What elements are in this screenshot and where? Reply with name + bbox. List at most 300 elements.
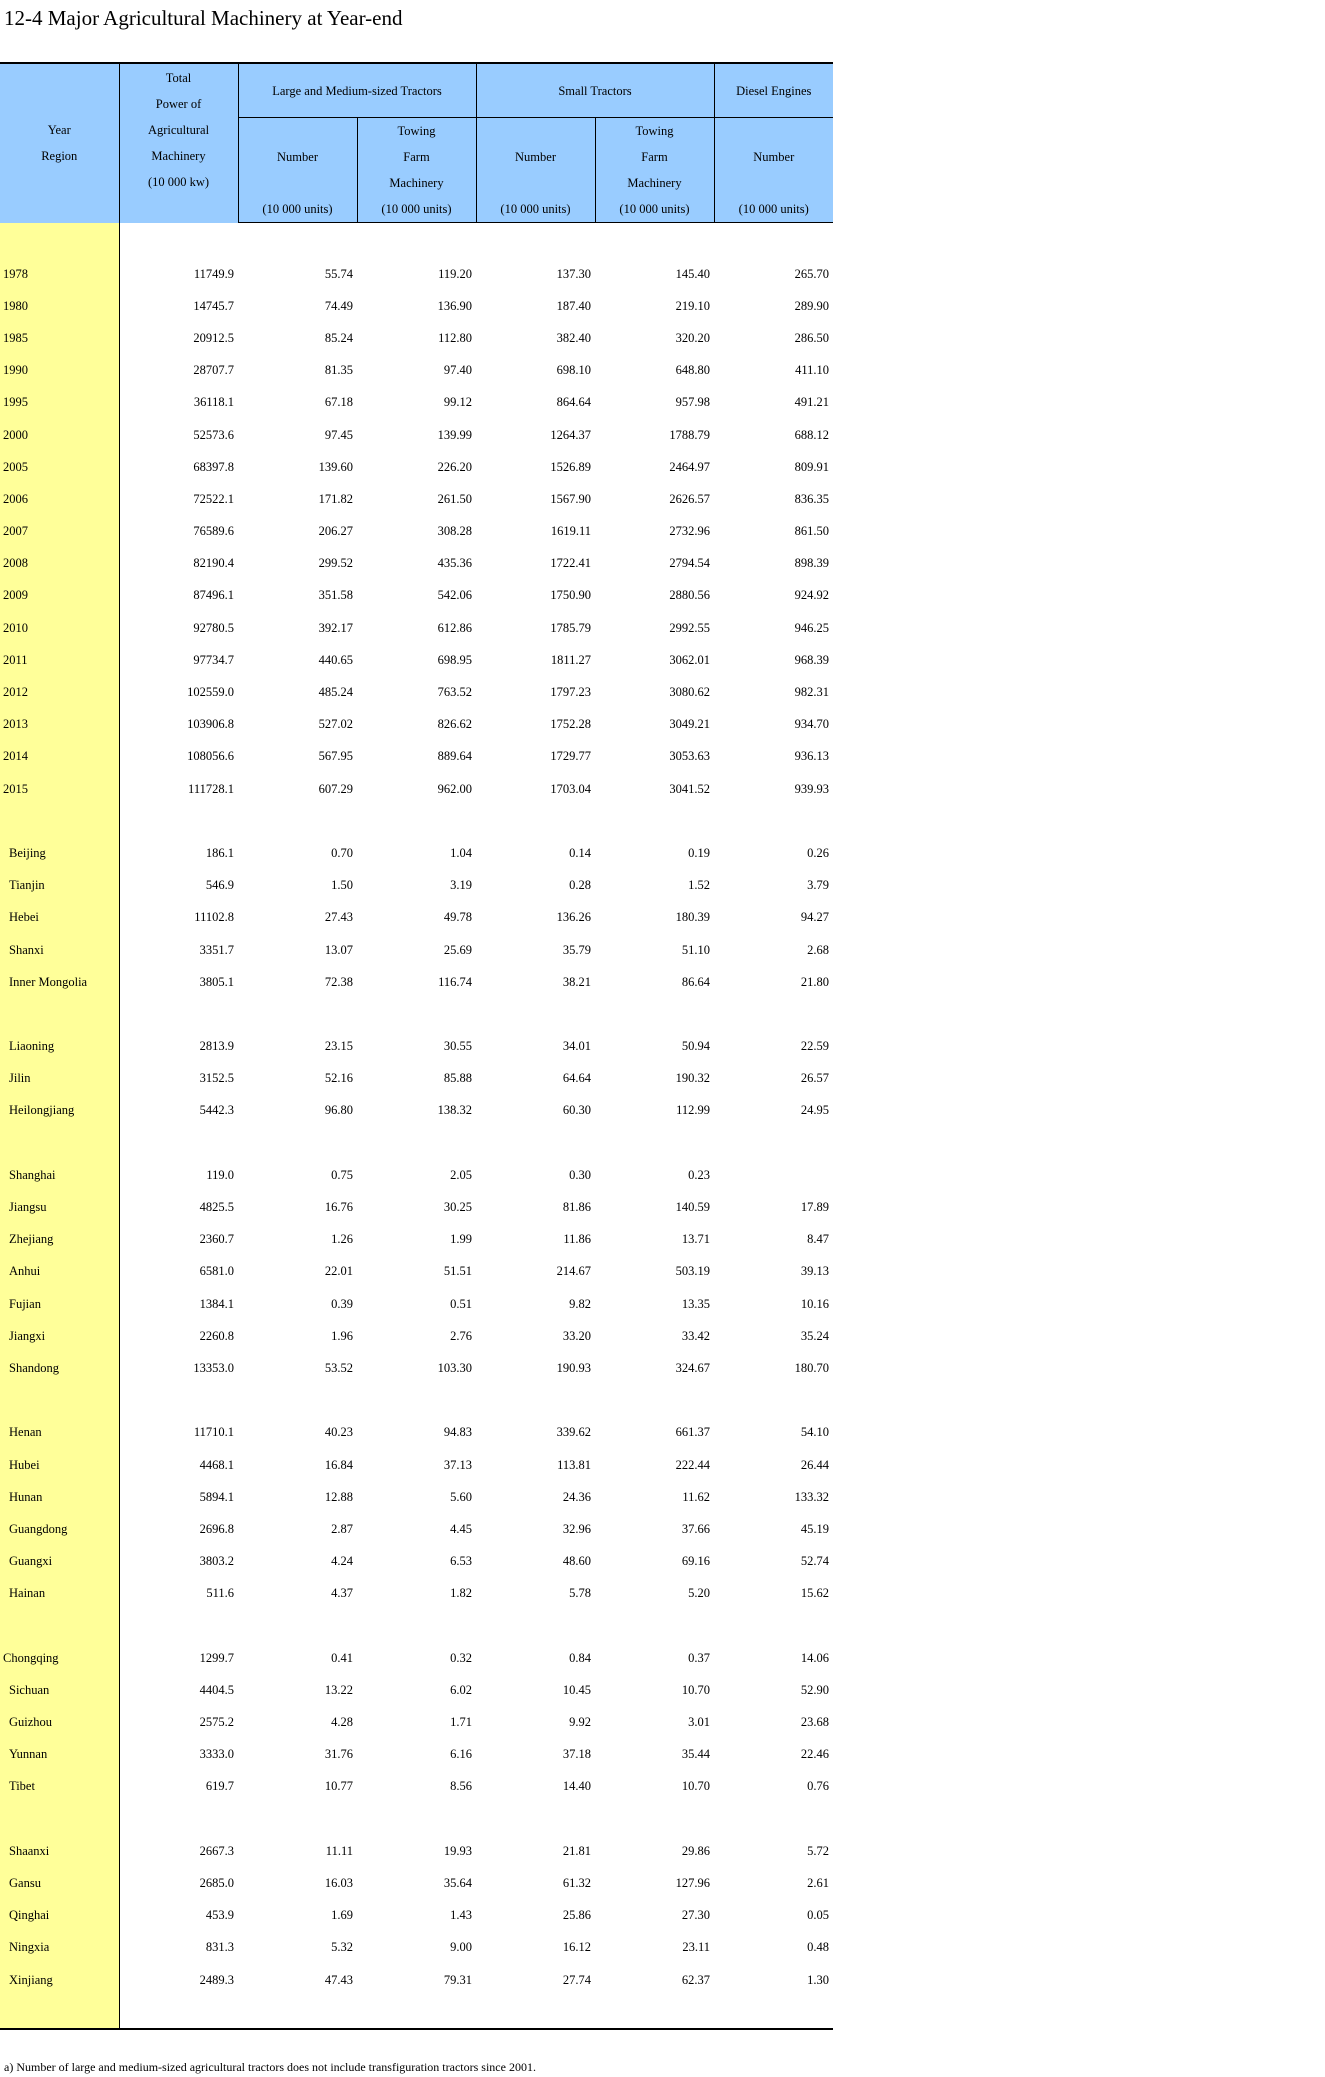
region-row [0,1481,833,1513]
value-cell: 1.82 [450,1586,472,1601]
value-cell: 119.20 [438,266,472,281]
value-cell: 2880.56 [669,588,710,603]
value-cell: 527.02 [318,717,353,732]
value-cell: 2.61 [807,1875,829,1890]
value-cell: 11.11 [325,1843,353,1858]
value-cell: 898.39 [794,556,829,571]
value-cell: 13353.0 [193,1360,234,1375]
value-cell: 81.35 [324,363,353,378]
value-cell: 6.16 [450,1747,472,1762]
value-cell: 53.52 [324,1360,353,1375]
value-cell: 45.19 [800,1521,829,1536]
year-label: 1990 [0,355,119,387]
value-cell: 567.95 [318,749,353,764]
region-row [0,1578,833,1610]
value-cell: 0.41 [331,1650,353,1665]
value-cell: 4.45 [450,1521,472,1536]
page-title: 12-4 Major Agricultural Machinery at Year-end [4,6,403,30]
region-row [0,1964,833,1996]
region-row [0,1932,833,1964]
value-cell: 1722.41 [550,556,591,571]
value-cell: 8.47 [807,1232,829,1247]
region-row [0,1031,833,1063]
year-row [0,709,833,741]
value-cell: 40.23 [324,1425,353,1440]
value-cell: 52.90 [800,1682,829,1697]
value-cell: 809.91 [794,459,829,474]
value-cell: 324.67 [675,1360,710,1375]
value-cell: 27.43 [324,910,353,925]
value-cell: 31.76 [324,1747,353,1762]
value-cell: 0.19 [688,845,710,860]
region-label: Fujian [0,1288,119,1320]
value-cell: 27.74 [562,1972,591,1987]
region-row [0,1771,833,1803]
value-cell: 72522.1 [193,491,234,506]
region-label: Sichuan [0,1674,119,1706]
value-cell: 85.88 [443,1071,472,1086]
value-cell: 3.79 [807,878,829,893]
region-label: Heilongjiang [0,1095,119,1127]
value-cell: 76589.6 [193,524,234,539]
value-cell: 1299.7 [199,1650,234,1665]
value-cell: 16.03 [324,1875,353,1890]
value-cell: 0.84 [569,1650,591,1665]
value-cell: 8.56 [450,1779,472,1794]
region-label: Shanxi [0,934,119,966]
value-cell: 0.23 [688,1167,710,1182]
region-label: Shandong [0,1352,119,1384]
value-cell: 32.96 [562,1521,591,1536]
spacer-row [0,223,833,259]
value-cell: 936.13 [794,749,829,764]
value-cell: 54.10 [800,1425,829,1440]
value-cell: 51.51 [443,1264,472,1279]
large-tractors-group-header: Large and Medium-sized Tractors [238,63,476,118]
value-cell: 962.00 [437,781,472,796]
value-cell: 1.99 [450,1232,472,1247]
year-label: 1995 [0,387,119,419]
value-cell: 1619.11 [550,524,591,539]
spacer-row [0,805,833,837]
value-cell: 503.19 [675,1264,710,1279]
value-cell: 6581.0 [199,1264,234,1279]
value-cell: 2685.0 [199,1875,234,1890]
value-cell: 26.57 [800,1071,829,1086]
value-cell: 5.20 [688,1586,710,1601]
value-cell: 171.82 [318,491,353,506]
value-cell: 19.93 [443,1843,472,1858]
value-cell: 222.44 [675,1457,710,1472]
value-cell: 127.96 [675,1875,710,1890]
value-cell: 113.81 [557,1457,591,1472]
year-row [0,355,833,387]
region-label: Henan [0,1417,119,1449]
value-cell: 55.74 [324,266,353,281]
region-label: Xinjiang [0,1964,119,1996]
value-cell: 382.40 [556,330,591,345]
value-cell: 3.19 [450,878,472,893]
value-cell: 47.43 [324,1972,353,1987]
value-cell: 14745.7 [193,298,234,313]
region-label: Guizhou [0,1706,119,1738]
value-cell: 1.96 [331,1328,353,1343]
region-row [0,1449,833,1481]
value-cell: 138.32 [437,1103,472,1118]
value-cell: 4.28 [331,1715,353,1730]
value-cell: 79.31 [443,1972,472,1987]
year-label: 2010 [0,612,119,644]
region-row [0,1288,833,1320]
value-cell: 6.53 [450,1554,472,1569]
diesel-engines-group-header: Diesel Engines [714,63,833,118]
value-cell: 37.66 [681,1521,710,1536]
value-cell: 2794.54 [669,556,710,571]
value-cell: 968.39 [794,652,829,667]
value-cell: 23.68 [800,1715,829,1730]
value-cell: 1.04 [450,845,472,860]
region-row [0,1256,833,1288]
value-cell: 5442.3 [199,1103,234,1118]
value-cell: 698.95 [437,652,472,667]
table-body [0,223,833,2030]
value-cell: 9.00 [450,1940,472,1955]
value-cell: 1.52 [688,878,710,893]
year-row [0,644,833,676]
value-cell: 10.45 [562,1682,591,1697]
value-cell: 1.50 [331,878,353,893]
value-cell: 61.32 [562,1875,591,1890]
value-cell: 97.40 [443,363,472,378]
region-label: Shanghai [0,1159,119,1191]
value-cell: 136.90 [437,298,472,313]
value-cell: 619.7 [205,1779,234,1794]
small-tractors-towing-header: Towing Farm Machinery (10 000 units) [595,118,714,223]
value-cell: 0.26 [807,845,829,860]
value-cell: 0.39 [331,1296,353,1311]
value-cell: 4.37 [331,1586,353,1601]
value-cell: 103.30 [437,1360,472,1375]
value-cell: 25.86 [562,1908,591,1923]
diesel-engines-number-header: Number (10 000 units) [714,118,833,223]
value-cell: 52.74 [800,1554,829,1569]
region-row [0,1095,833,1127]
year-region-header: Year Region [0,63,119,223]
year-row [0,548,833,580]
value-cell: 64.64 [562,1071,591,1086]
value-cell: 1526.89 [550,459,591,474]
value-cell: 1797.23 [550,685,591,700]
value-cell: 2.76 [450,1328,472,1343]
value-cell: 140.59 [675,1200,710,1215]
value-cell: 87496.1 [193,588,234,603]
value-cell: 3351.7 [199,942,234,957]
value-cell: 85.24 [324,330,353,345]
value-cell: 5.32 [331,1940,353,1955]
value-cell: 491.21 [794,395,829,410]
region-row [0,1642,833,1674]
region-label: Anhui [0,1256,119,1288]
region-row [0,934,833,966]
value-cell: 2.68 [807,942,829,957]
value-cell: 3062.01 [669,652,710,667]
value-cell: 2667.3 [199,1843,234,1858]
value-cell: 299.52 [318,556,353,571]
value-cell: 2.05 [450,1167,472,1182]
value-cell: 10.70 [681,1682,710,1697]
value-cell: 11.62 [682,1489,710,1504]
spacer-row [0,1385,833,1417]
value-cell: 21.80 [800,974,829,989]
year-label: 2007 [0,516,119,548]
region-label: Ningxia [0,1932,119,1964]
value-cell: 2489.3 [199,1972,234,1987]
value-cell: 133.32 [794,1489,829,1504]
value-cell: 37.18 [562,1747,591,1762]
value-cell: 435.36 [437,556,472,571]
value-cell: 889.64 [437,749,472,764]
value-cell: 831.3 [205,1940,234,1955]
value-cell: 4468.1 [199,1457,234,1472]
year-row [0,580,833,612]
value-cell: 0.28 [569,878,591,893]
value-cell: 0.76 [807,1779,829,1794]
value-cell: 68397.8 [193,459,234,474]
value-cell: 9.82 [569,1296,591,1311]
year-row [0,419,833,451]
value-cell: 3041.52 [669,781,710,796]
total-power-header: Total Power of Agricultural Machinery (10 000 kw) [119,63,238,223]
value-cell: 453.9 [205,1908,234,1923]
value-cell: 39.13 [800,1264,829,1279]
value-cell: 50.94 [681,1039,710,1054]
value-cell: 226.20 [437,459,472,474]
value-cell: 661.37 [675,1425,710,1440]
value-cell: 1264.37 [550,427,591,442]
value-cell: 688.12 [794,427,829,442]
value-cell: 3080.62 [669,685,710,700]
value-cell: 289.90 [794,298,829,313]
region-row [0,1739,833,1771]
value-cell: 136.26 [556,910,591,925]
value-cell: 92780.5 [193,620,234,635]
value-cell: 2696.8 [199,1521,234,1536]
value-cell: 35.79 [562,942,591,957]
value-cell: 946.25 [794,620,829,635]
value-cell: 4.24 [331,1554,353,1569]
year-label: 2014 [0,741,119,773]
value-cell: 1.69 [331,1908,353,1923]
year-label: 1980 [0,290,119,322]
value-cell: 116.74 [438,974,472,989]
value-cell: 103906.8 [187,717,234,732]
value-cell: 2732.96 [669,524,710,539]
value-cell: 180.39 [675,910,710,925]
value-cell: 13.07 [324,942,353,957]
value-cell: 0.70 [331,845,353,860]
value-cell: 206.27 [318,524,353,539]
value-cell: 3152.5 [199,1071,234,1086]
value-cell: 4404.5 [199,1682,234,1697]
region-label: Jiangsu [0,1191,119,1223]
value-cell: 0.51 [450,1296,472,1311]
year-row [0,516,833,548]
value-cell: 74.49 [324,298,353,313]
value-cell: 6.02 [450,1682,472,1697]
region-label: Jilin [0,1063,119,1095]
value-cell: 3.01 [688,1715,710,1730]
value-cell: 60.30 [562,1103,591,1118]
value-cell: 607.29 [318,781,353,796]
value-cell: 21.81 [562,1843,591,1858]
small-tractors-number-header: Number (10 000 units) [476,118,595,223]
value-cell: 119.0 [206,1167,234,1182]
value-cell: 1785.79 [550,620,591,635]
value-cell: 13.35 [681,1296,710,1311]
value-cell: 3333.0 [199,1747,234,1762]
value-cell: 261.50 [437,491,472,506]
value-cell: 11102.8 [194,910,234,925]
region-row [0,1546,833,1578]
region-label: Tibet [0,1771,119,1803]
value-cell: 1729.77 [550,749,591,764]
year-row [0,483,833,515]
value-cell: 5894.1 [199,1489,234,1504]
value-cell: 286.50 [794,330,829,345]
value-cell: 94.83 [443,1425,472,1440]
large-tractors-towing-header: Towing Farm Machinery (10 000 units) [357,118,476,223]
value-cell: 1.43 [450,1908,472,1923]
region-label: Hebei [0,902,119,934]
value-cell: 82190.4 [193,556,234,571]
value-cell: 4825.5 [199,1200,234,1215]
value-cell: 14.40 [562,1779,591,1794]
value-cell: 23.11 [682,1940,710,1955]
value-cell: 5.78 [569,1586,591,1601]
region-row [0,1900,833,1932]
value-cell: 96.80 [324,1103,353,1118]
value-cell: 35.24 [800,1328,829,1343]
region-row [0,902,833,934]
value-cell: 392.17 [318,620,353,635]
value-cell: 320.20 [675,330,710,345]
value-cell: 2626.57 [669,491,710,506]
value-cell: 16.84 [324,1457,353,1472]
year-label: 1978 [0,258,119,290]
region-label: Hainan [0,1578,119,1610]
value-cell: 190.32 [675,1071,710,1086]
year-row [0,451,833,483]
region-row [0,1191,833,1223]
value-cell: 12.88 [324,1489,353,1504]
value-cell: 648.80 [675,363,710,378]
region-label: Qinghai [0,1900,119,1932]
region-row [0,1706,833,1738]
value-cell: 36118.1 [193,395,234,410]
value-cell: 2813.9 [199,1039,234,1054]
value-cell: 2992.55 [669,620,710,635]
value-cell: 5.72 [807,1843,829,1858]
value-cell: 1384.1 [199,1296,234,1311]
value-cell: 5.60 [450,1489,472,1504]
value-cell: 34.01 [562,1039,591,1054]
region-row [0,1417,833,1449]
value-cell: 112.80 [438,330,472,345]
year-label: 1985 [0,322,119,354]
value-cell: 939.93 [794,781,829,796]
footnote: a) Number of large and medium-sized agricultural tractors does not include transfiguration tractors since 2001. [4,2060,536,2074]
year-label: 2012 [0,676,119,708]
value-cell: 3053.63 [669,749,710,764]
value-cell: 1703.04 [550,781,591,796]
value-cell: 81.86 [562,1200,591,1215]
value-cell: 24.36 [562,1489,591,1504]
value-cell [714,1159,833,1191]
value-cell: 1752.28 [550,717,591,732]
value-cell: 1788.79 [669,427,710,442]
value-cell: 546.9 [205,878,234,893]
region-label: Guangxi [0,1546,119,1578]
year-row [0,290,833,322]
value-cell: 22.01 [324,1264,353,1279]
value-cell: 22.59 [800,1039,829,1054]
year-row [0,322,833,354]
value-cell: 102559.0 [187,685,234,700]
region-label: Hunan [0,1481,119,1513]
value-cell: 14.06 [800,1650,829,1665]
value-cell: 698.10 [556,363,591,378]
value-cell: 3805.1 [199,974,234,989]
value-cell: 15.62 [800,1586,829,1601]
value-cell: 214.67 [556,1264,591,1279]
year-label: 2000 [0,419,119,451]
value-cell: 485.24 [318,685,353,700]
region-row [0,1224,833,1256]
year-label: 2006 [0,483,119,515]
value-cell: 219.10 [675,298,710,313]
value-cell: 864.64 [556,395,591,410]
spacer-row [0,1610,833,1642]
value-cell: 35.44 [681,1747,710,1762]
region-label: Liaoning [0,1031,119,1063]
machinery-table-container [0,62,833,2030]
year-row [0,387,833,419]
region-row [0,1063,833,1095]
value-cell: 111728.1 [188,781,234,796]
value-cell: 0.14 [569,845,591,860]
value-cell: 38.21 [562,974,591,989]
large-tractors-number-header: Number (10 000 units) [238,118,357,223]
value-cell: 97.45 [324,427,353,442]
region-row [0,966,833,998]
value-cell: 13.71 [681,1232,710,1247]
value-cell: 9.92 [569,1715,591,1730]
value-cell: 1811.27 [550,652,591,667]
region-row [0,1867,833,1899]
value-cell: 22.46 [800,1747,829,1762]
value-cell: 26.44 [800,1457,829,1472]
value-cell: 28707.7 [193,363,234,378]
value-cell: 62.37 [681,1972,710,1987]
value-cell: 0.05 [807,1908,829,1923]
value-cell: 1567.90 [550,491,591,506]
value-cell: 139.60 [318,459,353,474]
value-cell: 934.70 [794,717,829,732]
year-label: 2011 [0,644,119,676]
value-cell: 139.99 [437,427,472,442]
value-cell: 17.89 [800,1200,829,1215]
value-cell: 982.31 [794,685,829,700]
